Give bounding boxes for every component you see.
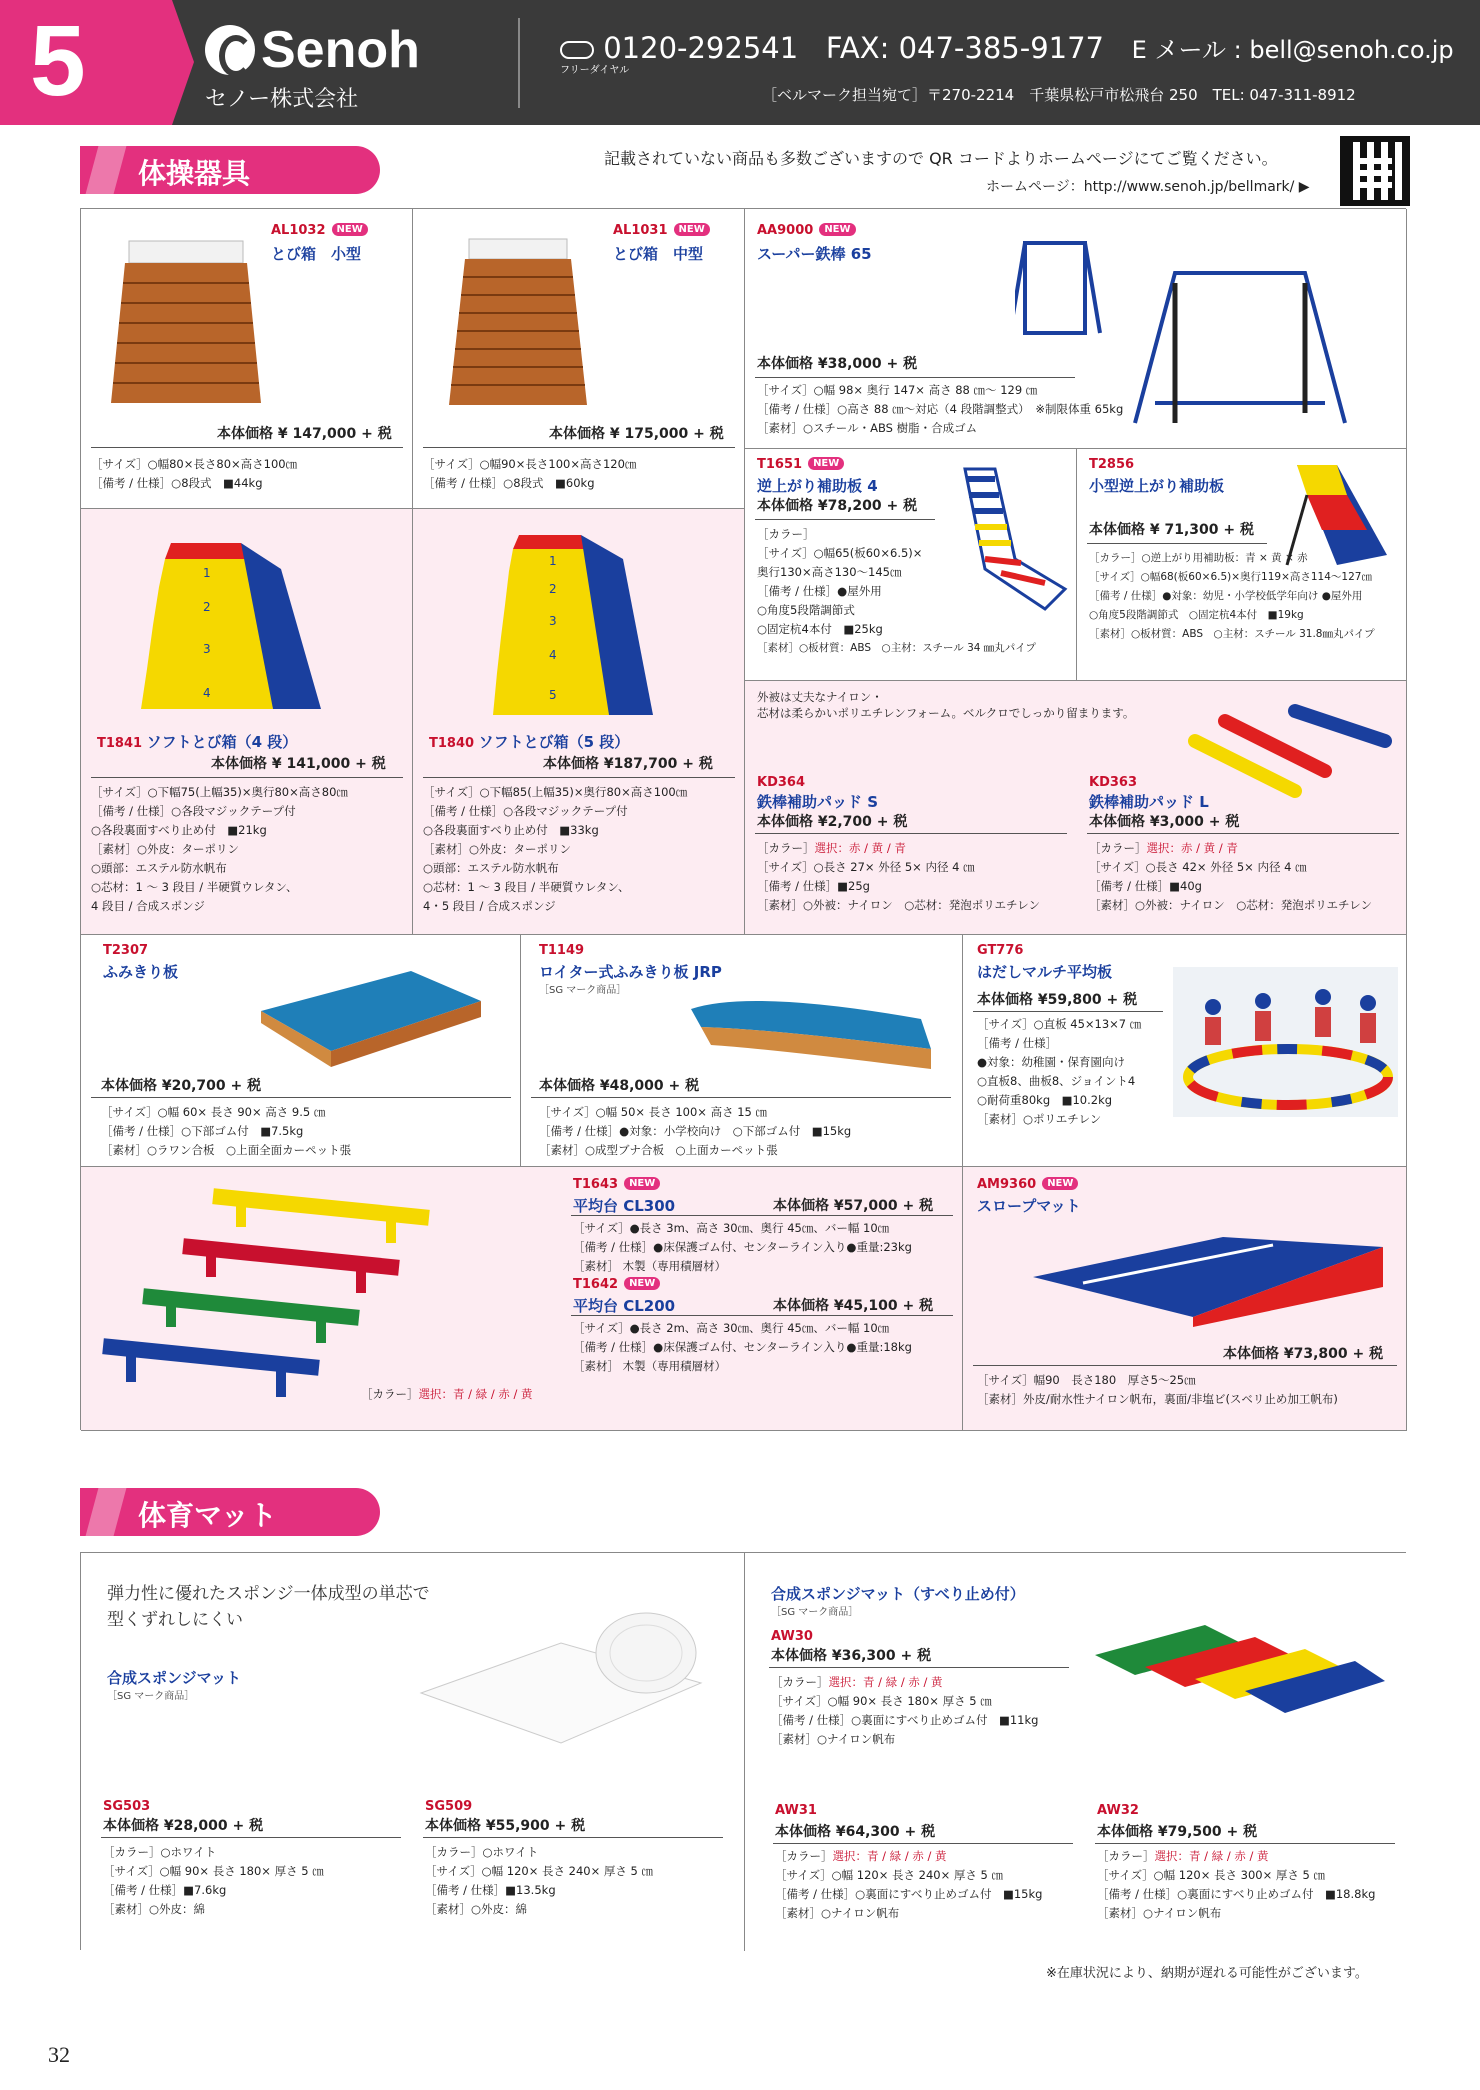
product-price: 本体価格 ¥28,000 + 税 [103, 1818, 264, 1834]
white-sponge-mat-image [411, 1593, 711, 1763]
product-t1651 [745, 449, 1077, 681]
svg-text:1: 1 [203, 566, 211, 580]
product-code: T1149 [539, 943, 585, 958]
product-name: 平均台 CL200 [573, 1297, 676, 1315]
qr-code-icon[interactable] [1340, 136, 1410, 206]
color-label: ［カラー］ [1089, 841, 1147, 855]
spec-line: ●対象：幼稚園・保育園向け [977, 1055, 1126, 1069]
balance-beams-image [91, 1177, 461, 1407]
spec-line: ［素材］○ラワン合板 ○上面全面カーペット張 [101, 1143, 352, 1157]
product-price: 本体価格 ¥78,200 + 税 [757, 498, 918, 514]
product-code: KD363 [1089, 775, 1138, 790]
product-code: KD364 [757, 775, 806, 790]
spec-line: ［素材］○ナイロン帆布 [775, 1906, 900, 1920]
product-t1840 [413, 509, 745, 935]
stock-footnote: ※在庫状況により、納期が遅れる可能性がございます。 [1046, 1966, 1368, 1981]
product-t2856 [1077, 449, 1407, 681]
product-name: 鉄棒補助パッド S [757, 793, 879, 811]
pad-note-line: 外被は丈夫なナイロン・ [757, 690, 883, 704]
product-t1841 [81, 509, 413, 935]
spec-line: ［備考 / 仕様］●床保護ゴム付、センターライン入り●重量:23kg [573, 1240, 912, 1254]
product-name: スーパー鉄棒 65 [757, 245, 872, 263]
product-name: とび箱 中型 [613, 245, 704, 263]
product-price: 本体価格 ¥45,100 + 税 [773, 1298, 934, 1314]
spec-line: 4・5 段目 / 合成スポンジ [423, 899, 556, 913]
vaulting-box-medium-image [433, 233, 603, 413]
spec-line: ［サイズ］○幅 120× 長さ 240× 厚さ 5 ㎝ [425, 1864, 654, 1878]
new-badge: NEW [624, 1277, 660, 1290]
spec-line: ［サイズ］○幅 120× 長さ 240× 厚さ 5 ㎝ [775, 1868, 1004, 1882]
mat-lead-line: 型くずれしにくい [107, 1610, 243, 1630]
spec-line: 4 段目 / 合成スポンジ [91, 899, 205, 913]
spec-line: ［素材］○外皮：綿 [425, 1902, 528, 1916]
spec-line: ［備考 / 仕様］○各段マジックテープ付 [91, 804, 296, 818]
product-balance-beams [81, 1167, 963, 1431]
section-title-text: 体操器具 [138, 157, 251, 190]
spec-line: ［サイズ］○幅 98× 奥行 147× 高さ 88 ㎝～ 129 ㎝ [757, 383, 1038, 397]
spec-line: ○固定杭4本付 ■25kg [757, 622, 883, 636]
product-name: 逆上がり補助板 4 [757, 477, 878, 495]
new-badge: NEW [624, 1177, 660, 1190]
page-number: 32 [48, 2042, 70, 2067]
spec-line: ［カラー］○ホワイト [103, 1845, 217, 1859]
product-aa9000 [745, 209, 1407, 449]
spec-line: ［備考 / 仕様］○各段マジックテープ付 [423, 804, 628, 818]
spec-line: ［備考 / 仕様］○8段式 ■60kg [423, 476, 595, 490]
spec-line: ［素材］○外皮：ターポリン [423, 842, 572, 856]
spec-line: ［備考 / 仕様］●屋外用 [757, 584, 882, 598]
spec-line: ［サイズ］○下幅75(上幅35)×奥行80×高さ80㎝ [91, 785, 348, 799]
spec-line: ［素材］○ナイロン帆布 [1097, 1906, 1222, 1920]
spec-line: ［サイズ］○幅 50× 長さ 100× 高さ 15 ㎝ [539, 1105, 768, 1119]
soft-vaulting-box-4-image [131, 529, 331, 729]
product-al1032 [81, 209, 413, 509]
senoh-logo-icon [205, 25, 255, 75]
gym-products-grid [80, 208, 1406, 1430]
product-name: ふみきり板 [103, 963, 179, 981]
spec-line: 奥行130×高さ130～145㎝ [757, 565, 902, 579]
product-code: GT776 [977, 943, 1024, 958]
spec-line: ［素材］○外皮：ターポリン [91, 842, 240, 856]
svg-text:3: 3 [549, 614, 557, 628]
product-t2307 [81, 935, 521, 1167]
product-name: とび箱 小型 [271, 245, 362, 263]
spec-line: ［素材］外皮/耐水性ナイロン帆布，裏面/非塩ビ(スベリ止め加工帆布) [977, 1392, 1338, 1406]
spec-line: ［備考 / 仕様］○裏面にすべり止めゴム付 ■18.8kg [1097, 1887, 1376, 1901]
pad-note-line: 芯材は柔らかいポリエチレンフォーム。ベルクロでしっかり留まります。 [757, 706, 1135, 720]
product-price: 本体価格 ¥59,800 + 税 [977, 992, 1138, 1008]
svg-text:2: 2 [203, 600, 211, 614]
spec-line: ○芯材：1 ～ 3 段目 / 半硬質ウレタン、 [423, 880, 630, 894]
svg-text:4: 4 [549, 648, 557, 662]
product-price: 本体価格 ¥36,300 + 税 [771, 1648, 932, 1664]
product-code: T2856 [1089, 457, 1135, 472]
mat-right-panel [745, 1553, 1407, 1951]
balance-board-kids-image [1173, 967, 1398, 1117]
product-name: ソフトとび箱（5 段） [478, 733, 630, 751]
spec-line: ［備考 / 仕様］○8段式 ■44kg [91, 476, 263, 490]
new-badge: NEW [819, 223, 855, 236]
svg-text:4: 4 [203, 686, 211, 700]
color-label: ［カラー］ [775, 1849, 833, 1863]
product-bar-pads [745, 681, 1407, 935]
product-code: AW31 [775, 1803, 817, 1818]
spec-line: ［素材］○外被：ナイロン ○芯材：発泡ポリエチレン [757, 898, 1041, 912]
spec-line: ［サイズ］○幅 120× 長さ 300× 厚さ 5 ㎝ [1097, 1868, 1326, 1882]
spec-line: ［素材］○スチール・ABS 樹脂・合成ゴム [757, 421, 978, 435]
spec-line: ［サイズ］幅90 長さ180 厚さ5～25㎝ [977, 1373, 1196, 1387]
page-tab-number: 5 [30, 5, 86, 117]
bar-pads-image [1185, 701, 1395, 801]
spec-line: ［備考 / 仕様］○高さ 88 ㎝～対応（4 段階調整式） ※制限体重 65kg [757, 402, 1124, 416]
page-tab [0, 0, 172, 125]
product-al1031 [413, 209, 745, 509]
spec-line: ［素材］○外皮：綿 [103, 1902, 206, 1916]
product-code: T1841 [97, 736, 143, 751]
section-title-mats [80, 1488, 380, 1536]
product-price: 本体価格 ¥187,700 + 税 [543, 756, 713, 772]
product-price: 本体価格 ¥73,800 + 税 [1223, 1346, 1384, 1362]
slope-mat-image [1023, 1217, 1393, 1327]
color-options: 選択：青 / 緑 / 赤 / 黄 [832, 1849, 947, 1863]
product-code: T1840 [429, 736, 475, 751]
brand-name: Senoh [261, 21, 420, 79]
spec-line: ［備考 / 仕様］○下部ゴム付 ■7.5kg [101, 1124, 304, 1138]
spec-line: ［備考 / 仕様］●対象：幼児・小学校低学年向け ●屋外用 [1089, 590, 1363, 602]
spec-line: ［サイズ］○下幅85(上幅35)×奥行80×高さ100㎝ [423, 785, 688, 799]
spec-line: ［サイズ］○幅 90× 長さ 180× 厚さ 5 ㎝ [771, 1694, 992, 1708]
brand-logo [205, 20, 420, 113]
tel-number: 0120-292541 [603, 31, 799, 65]
freedial-icon [560, 41, 594, 59]
product-code: T1651 [757, 457, 803, 472]
soft-vaulting-box-5-image [473, 525, 673, 735]
spec-line: ○角度5段階調節式 [757, 603, 855, 617]
product-price: 本体価格 ¥ 141,000 + 税 [211, 756, 386, 772]
product-name: ロイター式ふみきり板 JRP [539, 963, 722, 981]
springboard-image [251, 961, 491, 1071]
product-code: AM9360 [977, 1177, 1037, 1192]
spec-line: ［備考 / 仕様］ [977, 1036, 1058, 1050]
product-code: AW32 [1097, 1803, 1139, 1818]
svg-text:2: 2 [549, 582, 557, 596]
new-badge: NEW [1042, 1177, 1078, 1190]
new-badge: NEW [332, 223, 368, 236]
svg-text:5: 5 [549, 688, 557, 702]
product-name: ソフトとび箱（4 段） [146, 733, 298, 751]
email-address: E メール : bell@senoh.co.jp [1131, 36, 1454, 64]
fax-number: FAX: 047-385-9177 [825, 31, 1105, 65]
product-t1149 [521, 935, 963, 1167]
spec-line: ［サイズ］○幅 60× 長さ 90× 高さ 9.5 ㎝ [101, 1105, 326, 1119]
product-code: AL1032 [271, 223, 326, 238]
mat-lead-line: 弾力性に優れたスポンジ一体成型の単芯で [107, 1584, 430, 1604]
product-name: 鉄棒補助パッド L [1089, 793, 1209, 811]
spec-line: ［備考 / 仕様］■13.5kg [425, 1883, 556, 1897]
color-options: 選択：青 / 緑 / 赤 / 黄 [1154, 1849, 1269, 1863]
product-price: 本体価格 ¥38,000 + 税 [757, 356, 918, 372]
spec-line: ○直板8、曲板8、ジョイント4 [977, 1074, 1136, 1088]
spec-line: ［サイズ］○幅80×長さ80×高さ100㎝ [91, 457, 298, 471]
spec-line: ［サイズ］○幅 90× 長さ 180× 厚さ 5 ㎝ [103, 1864, 324, 1878]
sg-mark-label: ［SG マーク商品］ [771, 1607, 859, 1618]
spec-line: ［素材］○板材質：ABS ○主材：スチール 31.8㎜丸パイプ [1089, 628, 1375, 640]
spec-line: ［サイズ］●長さ 2m、高さ 30㎝、奥行 45㎝、バー幅 10㎝ [573, 1321, 890, 1335]
product-price: 本体価格 ¥2,700 + 税 [757, 814, 908, 830]
new-badge: NEW [808, 457, 844, 470]
spec-line: ［素材］○ポリエチレン [977, 1112, 1102, 1126]
spec-line: ［素材］○外被：ナイロン ○芯材：発泡ポリエチレン [1089, 898, 1373, 912]
product-am9360 [963, 1167, 1407, 1431]
spec-line: ［備考 / 仕様］○裏面にすべり止めゴム付 ■15kg [775, 1887, 1043, 1901]
mat-right-title: 合成スポンジマット（すべり止め付） [771, 1585, 1025, 1603]
section-title-text: 体育マット [138, 1499, 277, 1532]
product-price: 本体価格 ¥ 147,000 + 税 [217, 426, 392, 442]
color-label: ［カラー］ [771, 1675, 829, 1689]
contact-line [560, 30, 1454, 76]
color-options: 選択：青 / 緑 / 赤 / 黄 [418, 1387, 533, 1401]
freedial-label: フリーダイヤル [560, 65, 630, 76]
spec-line: ［カラー］○逆上がり用補助板：青 × 黄 × 赤 [1089, 552, 1308, 564]
spec-line: ［カラー］○ホワイト [425, 1845, 539, 1859]
product-price: 本体価格 ¥57,000 + 税 [773, 1198, 934, 1214]
section-title-gymnastics [80, 146, 380, 194]
spec-line: ［サイズ］○長さ 27× 外径 5× 内径 4 ㎝ [757, 860, 975, 874]
spec-line: ［サイズ］○長さ 42× 外径 5× 内径 4 ㎝ [1089, 860, 1307, 874]
product-code: AA9000 [757, 223, 814, 238]
product-code: T2307 [103, 943, 149, 958]
colored-mats-image [1085, 1615, 1385, 1725]
spec-line: ○角度5段階調節式 ○固定杭4本付 ■19kg [1089, 609, 1304, 621]
product-name: 平均台 CL300 [573, 1197, 676, 1215]
spec-line: ［備考 / 仕様］■40g [1089, 879, 1202, 893]
color-options: 選択：赤 / 黄 / 青 [814, 841, 906, 855]
spec-line: ［サイズ］●長さ 3m、高さ 30㎝、奥行 45㎝、バー幅 10㎝ [573, 1221, 890, 1235]
spec-line: ［素材］ 木製（専用積層材） [573, 1259, 727, 1273]
sg-mark-label: ［SG マーク商品］ [107, 1691, 195, 1702]
mat-left-panel [81, 1553, 745, 1951]
page-header [0, 0, 1480, 125]
spec-line: ○各段裏面すべり止め付 ■21kg [91, 823, 267, 837]
vaulting-box-small-image [101, 233, 271, 413]
product-price: 本体価格 ¥3,000 + 税 [1089, 814, 1240, 830]
spec-line: ［備考 / 仕様］○裏面にすべり止めゴム付 ■11kg [771, 1713, 1039, 1727]
product-name: 小型逆上がり補助板 [1089, 477, 1225, 495]
spec-line: ○耐荷重80kg ■10.2kg [977, 1093, 1113, 1107]
product-code: SG503 [103, 1799, 151, 1814]
product-price: 本体価格 ¥ 71,300 + 税 [1089, 522, 1254, 538]
spec-line: ［素材］○成型ブナ合板 ○上面カーペット張 [539, 1143, 778, 1157]
product-price: 本体価格 ¥79,500 + 税 [1097, 1824, 1258, 1840]
sg-mark-label: ［SG マーク商品］ [539, 985, 627, 996]
svg-text:1: 1 [549, 554, 557, 568]
product-name: はだしマルチ平均板 [977, 963, 1113, 981]
spec-line: ○各段裏面すべり止め付 ■33kg [423, 823, 599, 837]
spec-line: ［サイズ］○幅68(板60×6.5)×奥行119×高さ114～127㎝ [1089, 571, 1372, 583]
color-label: ［カラー］ [1097, 1849, 1155, 1863]
product-code: T1643 [573, 1177, 619, 1192]
qr-note: 記載されていない商品も多数ございますので QR コードよりホームページにてご覧ください。 [604, 149, 1278, 168]
product-code: AW30 [771, 1629, 813, 1644]
header-divider [518, 18, 520, 108]
reuther-board-image [681, 979, 951, 1079]
spec-line: ○芯材：1 ～ 3 段目 / 半硬質ウレタン、 [91, 880, 298, 894]
color-label: ［カラー］ [757, 841, 815, 855]
address-line: ［ベルマーク担当宛て］〒270-2214 千葉県松戸市松飛台 250 TEL: 047-311-8912 [762, 86, 1356, 104]
spec-line: ［備考 / 仕様］■25g [757, 879, 870, 893]
mat-left-title: 合成スポンジマット [107, 1669, 242, 1687]
spec-line: ［備考 / 仕様］●対象：小学校向け ○下部ゴム付 ■15kg [539, 1124, 852, 1138]
spec-line: ○頭部：エステル防水帆布 [423, 861, 559, 875]
product-code: AL1031 [613, 223, 668, 238]
new-badge: NEW [674, 223, 710, 236]
color-label: ［カラー］ [361, 1387, 419, 1401]
spec-line: ［サイズ］○幅90×長さ100×高さ120㎝ [423, 457, 637, 471]
product-price: 本体価格 ¥48,000 + 税 [539, 1078, 700, 1094]
product-price: 本体価格 ¥ 175,000 + 税 [549, 426, 724, 442]
spec-line: ［素材］○板材質：ABS ○主材：スチール 34 ㎜丸パイプ [757, 642, 1036, 654]
product-code: SG509 [425, 1799, 473, 1814]
color-options: 選択：青 / 緑 / 赤 / 黄 [828, 1675, 943, 1689]
product-gt776 [963, 935, 1407, 1167]
product-price: 本体価格 ¥20,700 + 税 [101, 1078, 262, 1094]
svg-text:3: 3 [203, 642, 211, 656]
spec-line: ［サイズ］○直板 45×13×7 ㎝ [977, 1017, 1142, 1031]
product-price: 本体価格 ¥55,900 + 税 [425, 1818, 586, 1834]
product-name: スロープマット [977, 1197, 1081, 1215]
spec-line: ［サイズ］○幅65(板60×6.5)× [757, 546, 923, 560]
spec-line: ［備考 / 仕様］●床保護ゴム付、センターライン入り●重量:18kg [573, 1340, 912, 1354]
product-code: T1642 [573, 1277, 619, 1292]
homepage-url[interactable]: ホームページ：http://www.senoh.jp/bellmark/ ▶ [986, 179, 1310, 195]
spec-line: ［素材］○ナイロン帆布 [771, 1732, 896, 1746]
brand-sub: セノー株式会社 [205, 87, 359, 112]
spec-line: ［備考 / 仕様］■7.6kg [103, 1883, 227, 1897]
spec-line: ［カラー］ [757, 527, 815, 541]
color-options: 選択：赤 / 黄 / 青 [1146, 841, 1238, 855]
product-price: 本体価格 ¥64,300 + 税 [775, 1824, 936, 1840]
spec-line: ○頭部：エステル防水帆布 [91, 861, 227, 875]
spec-line: ［素材］ 木製（専用積層材） [573, 1359, 727, 1373]
mat-products-grid [80, 1552, 1406, 1950]
